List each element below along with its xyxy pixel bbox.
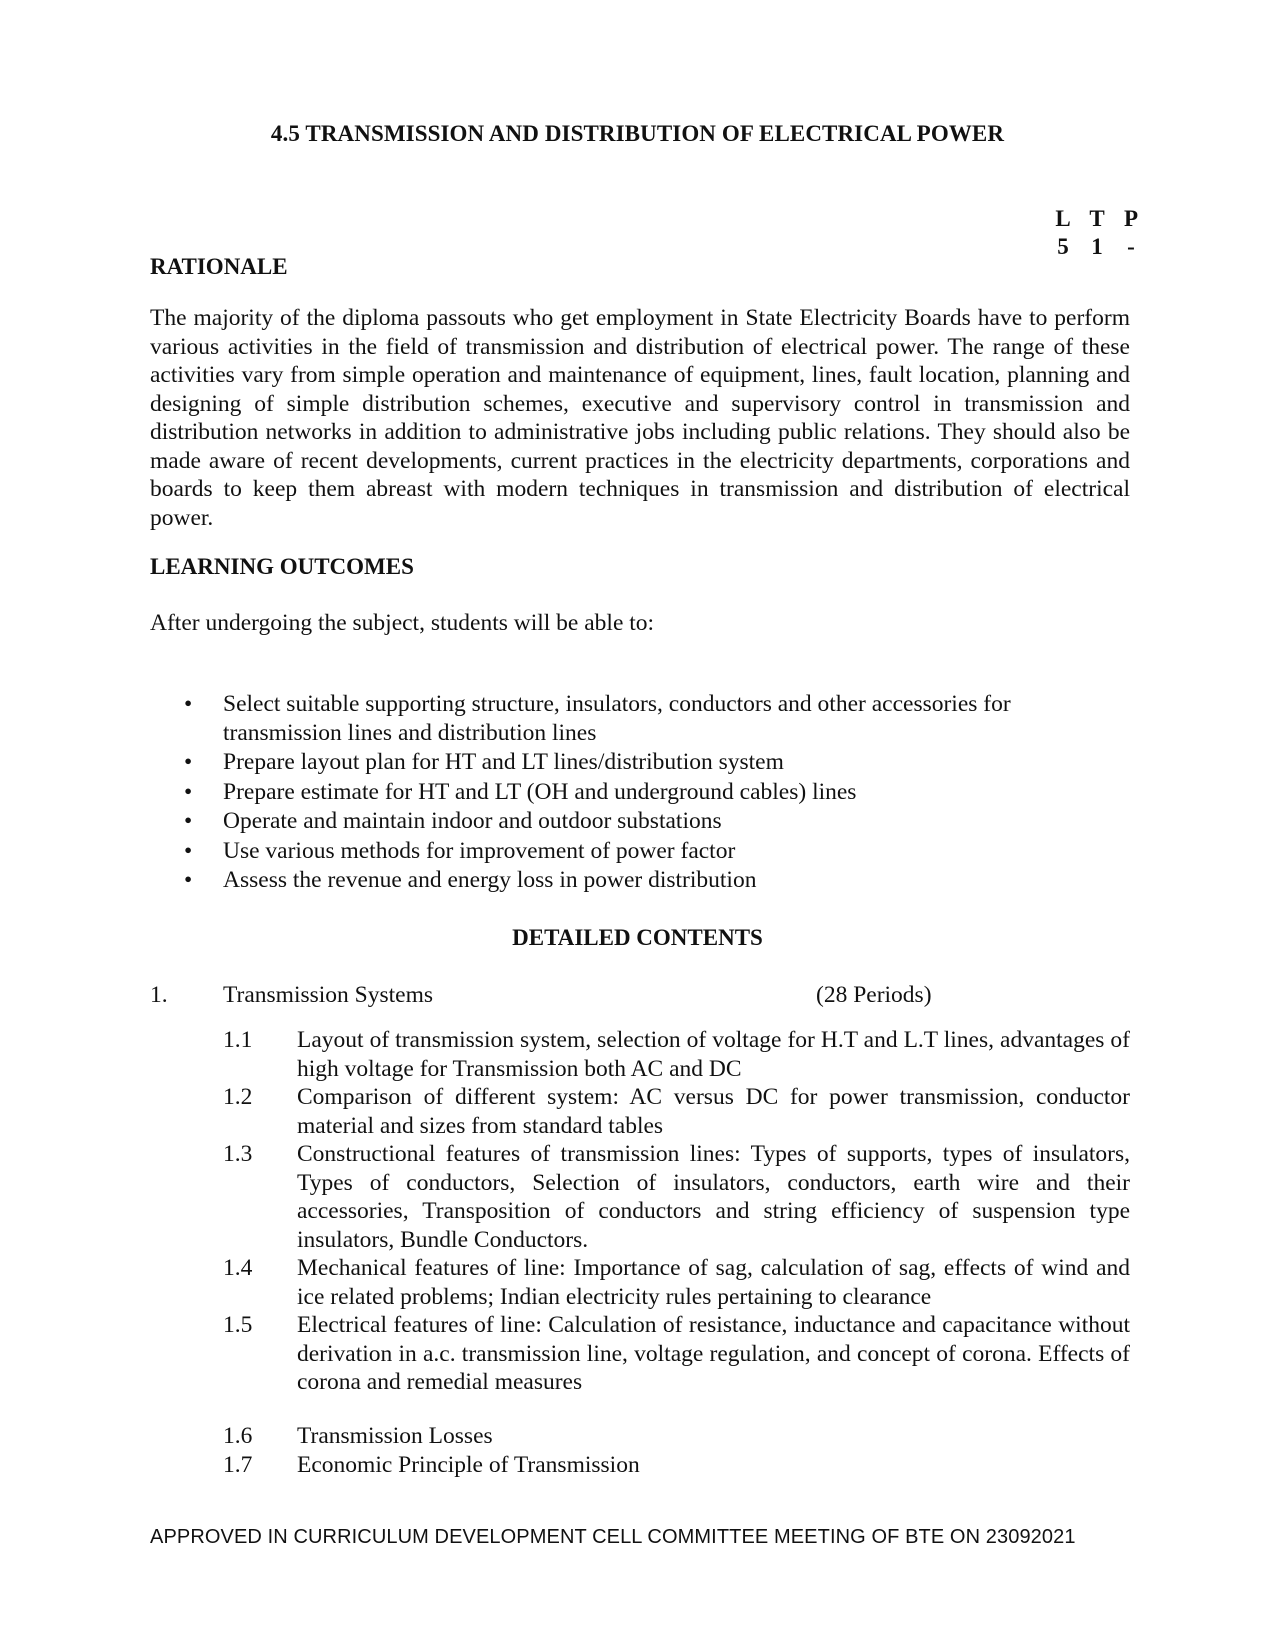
ltp-header-row	[1046, 205, 1148, 233]
topic-text: Economic Principle of Transmission	[297, 1451, 640, 1478]
ltp-table	[1046, 205, 1148, 261]
list-item: • Prepare estimate for HT and LT (OH and underground cables) lines	[184, 778, 857, 805]
detailed-contents-heading: DETAILED CONTENTS	[512, 925, 763, 950]
list-item	[223, 1140, 1130, 1254]
bullet-icon: •	[184, 808, 193, 834]
topic-text: Transmission Losses	[297, 1423, 493, 1449]
bullet-icon: •	[184, 867, 193, 893]
topic-number: 1.4	[223, 1255, 253, 1281]
document-title: 4.5 TRANSMISSION AND DISTRIBUTION OF ELECTRICAL POWER	[270, 121, 1005, 146]
list-item: • Prepare layout plan for HT and LT lines/distribution system	[184, 749, 784, 775]
unit-periods: (28 Periods)	[816, 982, 932, 1008]
unit-name: Transmission Systems	[223, 982, 434, 1008]
ltp-header-l: L	[1055, 206, 1071, 231]
learning-outcomes-list	[150, 690, 1130, 896]
unit-number: 1.	[150, 982, 168, 1008]
topic-text: Mechanical features of line: Importance of sag, calculation of sag, effects of wind and ice related problems; Indian electricity rules pertaining to clearance	[297, 1255, 1130, 1310]
topics-list-continued	[223, 1422, 1130, 1479]
bullet-icon: •	[184, 837, 193, 864]
list-item: • Assess the revenue and energy loss in power distribution	[184, 867, 757, 893]
list-item	[223, 1451, 1130, 1480]
topic-text: Layout of transmission system, selection of voltage for H.T and L.T lines, advantages of high voltage for Transmission both AC and DC	[297, 1027, 1130, 1082]
list-item	[223, 1311, 1130, 1397]
topic-text: Electrical features of line: Calculation of resistance, inductance and capacitance without derivation in a.c. transmission line, voltage regulation, and concept of corona. Effects of corona and remedial measures	[297, 1312, 1130, 1395]
bullet-icon: •	[184, 778, 193, 805]
rationale-text: The majority of the diploma passouts who get employment in State Electricity Boards have to perform various activities in the field of transmission and distribution of electrical power. The range of these activities vary from simple operation and maintenance of equipment, lines, fault location, planning and designing of simple distribution schemes, executive and supervisory control in transmission and distribution networks in addition to administrative jobs including public relations. They should also be made aware of recent developments, current practices in the electricity departments, corporations and boards to keep them abreast with modern techniques in transmission and distribution of electrical power.	[150, 305, 1130, 531]
ltp-value-p: -	[1127, 234, 1135, 259]
approval-footer: APPROVED IN CURRICULUM DEVELOPMENT CELL COMMITTEE MEETING OF BTE ON 23092021	[150, 1526, 1076, 1548]
learning-outcomes-heading: LEARNING OUTCOMES	[150, 554, 414, 579]
topic-number: 1.1	[223, 1027, 253, 1053]
topic-number: 1.5	[223, 1312, 253, 1338]
bullet-icon: •	[184, 691, 193, 717]
ltp-value-t: 1	[1091, 234, 1103, 259]
topic-text: Constructional features of transmission lines: Types of supports, types of insulators, Types of conductors, Selection of insulators, conductors, earth wire and their accessories, Transposition of conductors and string efficiency of suspension type insulators, Bundle Conductors.	[297, 1141, 1130, 1253]
topic-number: 1.3	[223, 1141, 253, 1167]
bullet-icon: •	[184, 749, 193, 775]
list-item	[223, 1254, 1130, 1311]
topic-number: 1.7	[223, 1451, 253, 1478]
topics-list	[223, 1026, 1130, 1397]
ltp-header-p: P	[1123, 206, 1139, 231]
topic-text: Comparison of different system: AC versus DC for power transmission, conductor material and sizes from standard tables	[297, 1084, 1130, 1139]
list-item: • Use various methods for improvement of power factor	[184, 837, 736, 864]
ltp-value-l: 5	[1057, 234, 1069, 259]
ltp-value-row	[1046, 233, 1148, 261]
list-item	[223, 1083, 1130, 1140]
ltp-header-t: T	[1089, 206, 1105, 231]
list-item: • Select suitable supporting structure, insulators, conductors and other accessories for transmission lines and distribution lines	[184, 691, 1011, 746]
rationale-heading: RATIONALE	[150, 254, 288, 279]
list-item	[223, 1422, 1130, 1451]
topic-number: 1.2	[223, 1084, 253, 1110]
list-item: • Operate and maintain indoor and outdoor substations	[184, 808, 722, 834]
learning-outcomes-intro: After undergoing the subject, students will be able to:	[150, 610, 655, 636]
list-item	[223, 1026, 1130, 1083]
topic-number: 1.6	[223, 1423, 253, 1449]
